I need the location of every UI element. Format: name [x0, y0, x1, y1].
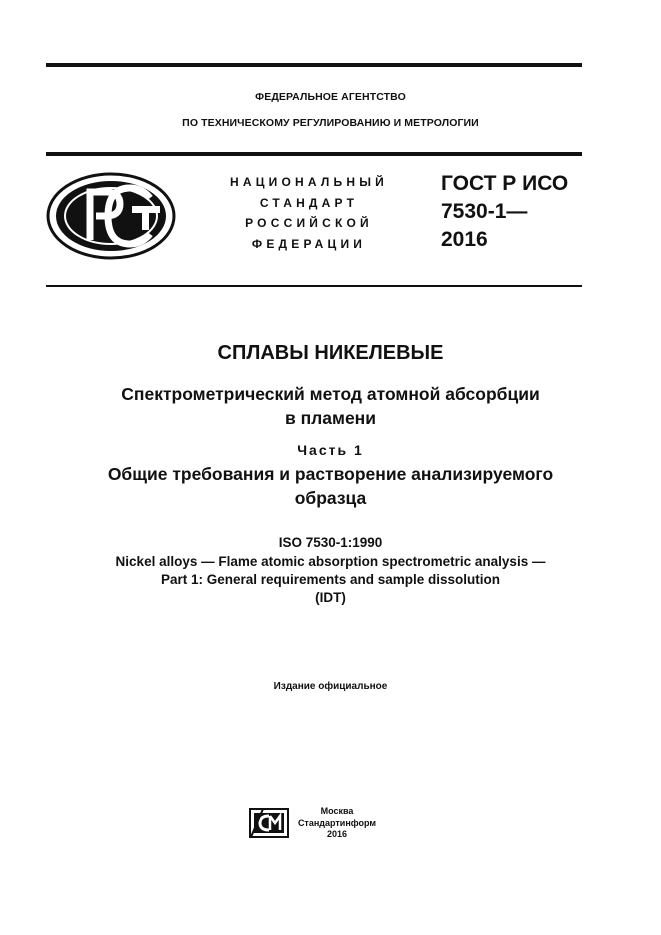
designation-line: ГОСТ Р ИСО [441, 172, 569, 195]
iso-title-line: Part 1: General requirements and sample dissolution [160, 572, 501, 587]
subtitle-line: Спектрометрический метод атомной абсорбции [121, 384, 540, 404]
standard-designation [441, 170, 568, 254]
publisher-logo-icon [249, 808, 289, 838]
publisher-year: 2016 [326, 829, 348, 839]
part-title-line: Общие требования и растворение анализируемого [107, 464, 554, 484]
iso-title-line: Nickel alloys — Flame atomic absorption spectrometric analysis — [115, 554, 546, 569]
part-label: Часть 1 [297, 442, 364, 458]
part-title-line: образца [294, 488, 367, 508]
standard-type [214, 172, 404, 254]
edition-label: Издание официальное [273, 681, 388, 692]
top-rule [46, 63, 582, 67]
standard-type-line: ФЕДЕРАЦИИ [251, 236, 367, 251]
part-title [30, 462, 631, 510]
document-subtitle [30, 382, 631, 430]
publisher-name: Стандартинформ [297, 817, 377, 828]
divider-rule [46, 285, 582, 287]
designation-line: 2016 [441, 228, 488, 251]
publisher-info [292, 806, 382, 841]
agency-line-2: ПО ТЕХНИЧЕСКОМУ РЕГУЛИРОВАНИЮ И МЕТРОЛОГИИ [182, 117, 479, 129]
document-title: СПЛАВЫ НИКЕЛЕВЫЕ [217, 342, 444, 364]
standard-type-line: РОССИЙСКОЙ [245, 216, 373, 230]
standard-type-line: НАЦИОНАЛЬНЫЙ [229, 175, 389, 189]
standard-type-line: СТАНДАРТ [259, 195, 359, 210]
iso-title [30, 553, 631, 607]
agency-line-1: ФЕДЕРАЛЬНОЕ АГЕНТСТВО [255, 91, 406, 103]
header-rule [46, 152, 582, 156]
designation-line: 7530-1— [441, 200, 528, 223]
publisher-city: Москва [320, 806, 354, 816]
subtitle-line: в пламени [284, 408, 377, 428]
iso-code: ISO 7530-1:1990 [278, 535, 383, 550]
iso-title-line: (IDT) [315, 590, 346, 605]
rst-logo-icon [46, 172, 176, 260]
